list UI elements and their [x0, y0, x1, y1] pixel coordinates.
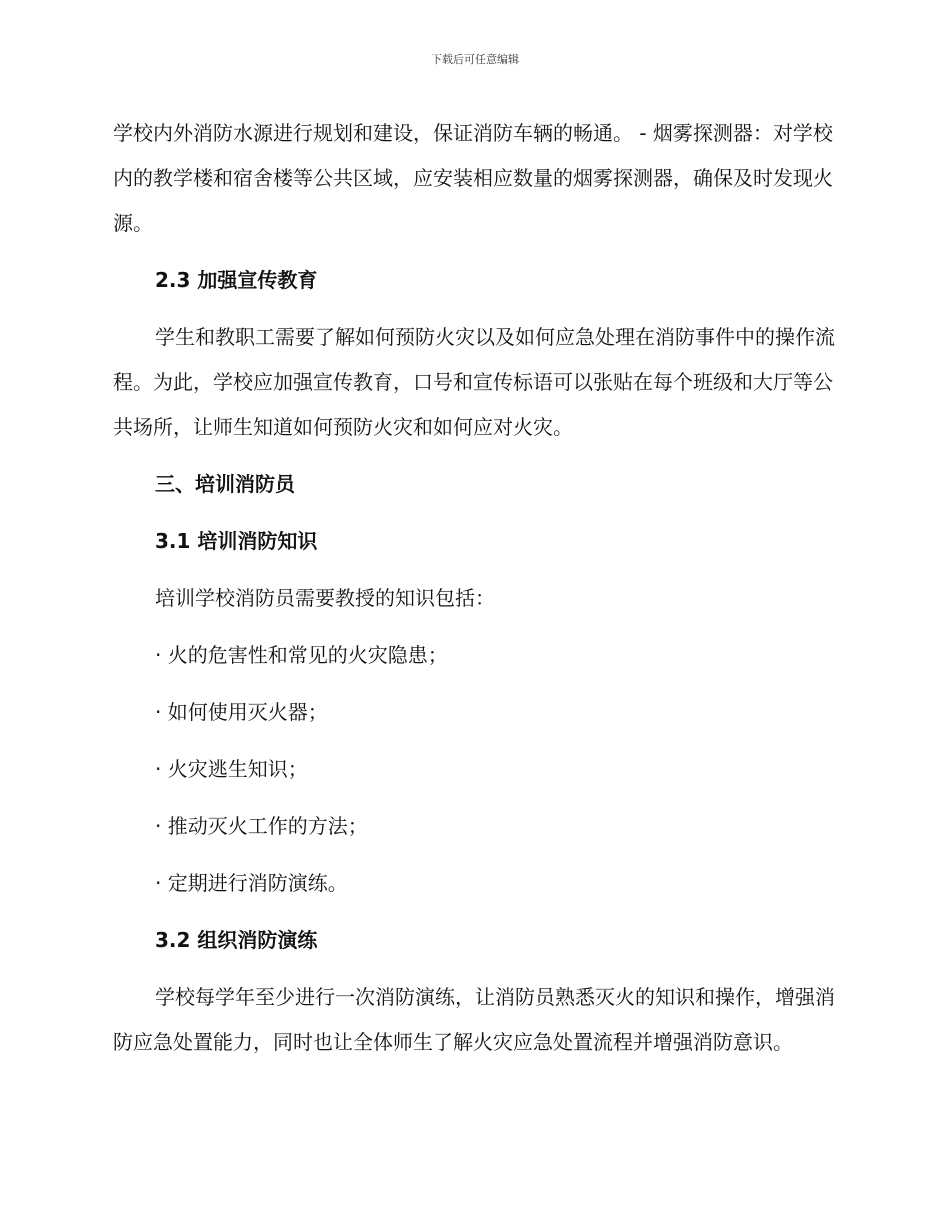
document-body	[113, 111, 835, 1065]
section-heading-3-1: 3.1 培训消防知识	[155, 529, 318, 553]
section-heading-2-3: 2.3 加强宣传教育	[155, 268, 318, 292]
section-heading-3-2: 3.2 组织消防演练	[155, 928, 318, 952]
list-item: · 火灾逃生知识；	[155, 757, 308, 781]
paragraph-training-knowledge: 培训学校消防员需要教授的知识包括：	[155, 586, 495, 610]
list-item: · 火的危害性和常见的火灾隐患；	[155, 643, 448, 667]
paragraph-water-smoke-detector: 学校内外消防水源进行规划和建设，保证消防车辆的畅通。 - 烟雾探测器：对学校内的教学楼和宿舍楼等公共区域，应安装相应数量的烟雾探测器，确保及时发现火源。	[113, 121, 833, 235]
list-item: · 推动灭火工作的方法；	[155, 814, 368, 838]
training-list	[113, 633, 835, 906]
section-heading-3: 三、培训消防员	[155, 472, 295, 496]
paragraph-fire-drill: 学校每学年至少进行一次消防演练，让消防员熟悉灭火的知识和操作，增强消防应急处置能力，同时也让全体师生了解火灾应急处置流程并增强消防意识。	[113, 985, 835, 1054]
list-item: · 如何使用灭火器；	[155, 700, 328, 724]
page-header: 下载后可任意编辑	[431, 53, 519, 66]
paragraph-publicity-education: 学生和教职工需要了解如何预防火灾以及如何应急处理在消防事件中的操作流程。为此，学校应加强宣传教育，口号和宣传标语可以张贴在每个班级和大厅等公共场所，让师生知道如何预防火灾和如何应对火灾。	[113, 325, 835, 439]
list-item: · 定期进行消防演练。	[155, 871, 348, 895]
